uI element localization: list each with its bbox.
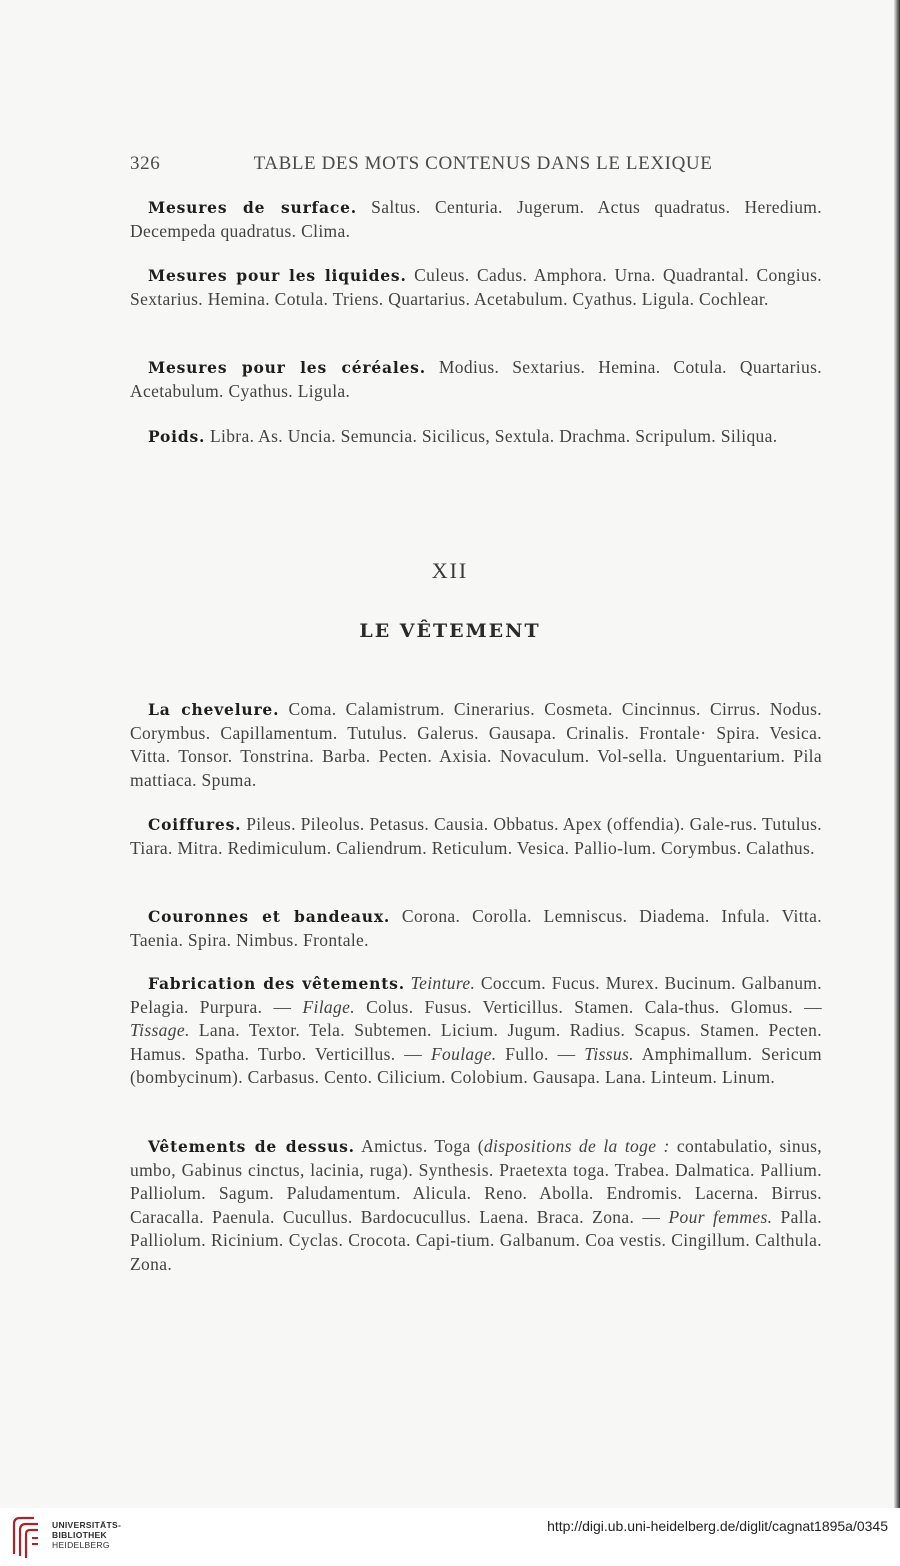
entry-text: Pileus. Pileolus. Petasus. Causia. Obbatus. Apex (offendia). Gale-rus. Tutulus. Tiara. Mitra. Redimiculum. Caliendrum. Reticulum. Vesica. Pallio-lum. Corymbus. Calathus. (130, 814, 822, 858)
entry-text: Amphimallum. Sericum (bombycinum). Carbasus. Cento. Cilicium. Colobium. Gausapa. Lana. Linteum. Linum. (130, 1043, 822, 1087)
chapter-numeral: XII (431, 558, 469, 583)
entry-couronnes (130, 905, 822, 952)
entry-mesures-liquides (130, 264, 822, 311)
permalink-url[interactable]: http://digi.ub.uni-heidelberg.de/diglit/cagnat1895a/0345 (547, 1518, 888, 1534)
entry-coiffures (130, 813, 822, 860)
entry-subheading: Tissus. (584, 1043, 634, 1064)
entry-subheading: Tissage. (130, 1020, 190, 1040)
footer-bar (0, 1508, 900, 1566)
entry-text: Fullo. — (496, 1043, 585, 1064)
entry-fabrication (130, 972, 822, 1090)
entry-text: Culeus. Cadus. Amphora. Urna. Quadrantal. Congius. Sextarius. Hemina. Cotula. Triens. Quartarius. Acetabulum. Cyathus. Ligula. Cochlear. (130, 265, 822, 309)
chapter-title: LE VÊTEMENT (359, 620, 541, 642)
running-title: TABLE DES MOTS CONTENUS DANS LE LEXIQUE (253, 153, 713, 174)
entry-heading: Couronnes et bandeaux. (148, 907, 391, 926)
entry-text: Colus. Fusus. Verticillus. Stamen. Cala-thus. Glomus. — (354, 996, 822, 1017)
entry-heading: Mesures de surface. (148, 198, 357, 217)
entry-text: Corona. Corolla. Lemniscus. Diadema. Infula. Vitta. Taenia. Spira. Nimbus. Frontale. (130, 906, 822, 950)
entry-text: Libra. As. Uncia. Semuncia. Sicilicus, Sextula. Drachma. Scripulum. Siliqua. (205, 426, 778, 446)
library-line: BIBLIOTHEK (52, 1530, 107, 1540)
library-line: UNIVERSITÄTS- (52, 1520, 122, 1530)
entry-text: Amictus. Toga ( (354, 1136, 484, 1156)
entry-subheading: Foulage. (430, 1043, 497, 1064)
page-number: 326 (130, 153, 161, 174)
entry-vetements-dessus (130, 1135, 822, 1276)
entry-heading: Vêtements de dessus. (148, 1137, 355, 1156)
entry-chevelure (130, 698, 822, 792)
entry-text: Lana. Textor. Tela. Subtemen. Licium. Jugum. Radius. Scapus. Stamen. Pecten. Hamus. Spatha. Turbo. Verticillus. — (130, 1020, 822, 1064)
entry-mesures-surface (130, 196, 822, 243)
library-name (52, 1520, 121, 1550)
library-line: HEIDELBERG (52, 1540, 110, 1550)
entry-heading: Poids. (148, 427, 206, 446)
entry-text: Coccum. Fucus. Murex. Bucinum. Galbanum. Pelagia. Purpura. — (130, 973, 822, 1017)
entry-text: Coma. Calamistrum. Cinerarius. Cosmeta. Cincinnus. Cirrus. Nodus. Corymbus. Capillamentum. Tutulus. Galerus. Gausapa. Crinalis. Frontale· Spira. Vesica. Vitta. Tonsor. Tonstrina. Barba. Pecten. Axisia. Novaculum. Vol-sella. Unguentarium. Pila mattiaca. Spuma. (130, 699, 822, 790)
entry-text: Palla. Palliolum. Ricinium. Cyclas. Crocota. Capi-tium. Galbanum. Coa vestis. Cingillum. Calthula. Zona. (130, 1206, 823, 1274)
entry-heading: La chevelure. (148, 700, 280, 719)
entry-mesures-cereales (130, 356, 822, 403)
page-header (130, 153, 822, 177)
entry-heading: Mesures pour les céréales. (148, 358, 426, 377)
entry-text: Modius. Sextarius. Hemina. Cotula. Quartarius. Acetabulum. Cyathus. Ligula. (130, 357, 822, 401)
library-logo-icon (10, 1514, 42, 1560)
entry-heading: Mesures pour les liquides. (148, 266, 407, 285)
page-edge-shadow (894, 0, 900, 1508)
entry-subheading: Teinture. (410, 973, 476, 993)
entry-subheading: Filage. (302, 996, 355, 1017)
entry-heading: Coiffures. (148, 815, 242, 834)
entry-subheading: dispositions de la toge : (483, 1136, 670, 1156)
entry-subheading: Pour femmes. (668, 1206, 773, 1227)
entry-heading: Fabrication des vêtements. (148, 974, 405, 993)
entry-text: Saltus. Centuria. Jugerum. Actus quadratus. Heredium. Decempeda quadratus. Clima. (130, 197, 822, 241)
entry-poids (130, 425, 822, 449)
entry-text: contabulatio, sinus, umbo, Gabinus cinctus, lacinia, ruga). Synthesis. Praetexta toga. Trabea. Dalmatica. Pallium. Palliolum. Sagum. Paludamentum. Alicula. Reno. Abolla. Endromis. Lacerna. Birrus. Caracalla. Paenula. Cucullus. Bardocucullus. Laena. Braca. Zona. — (130, 1136, 822, 1227)
